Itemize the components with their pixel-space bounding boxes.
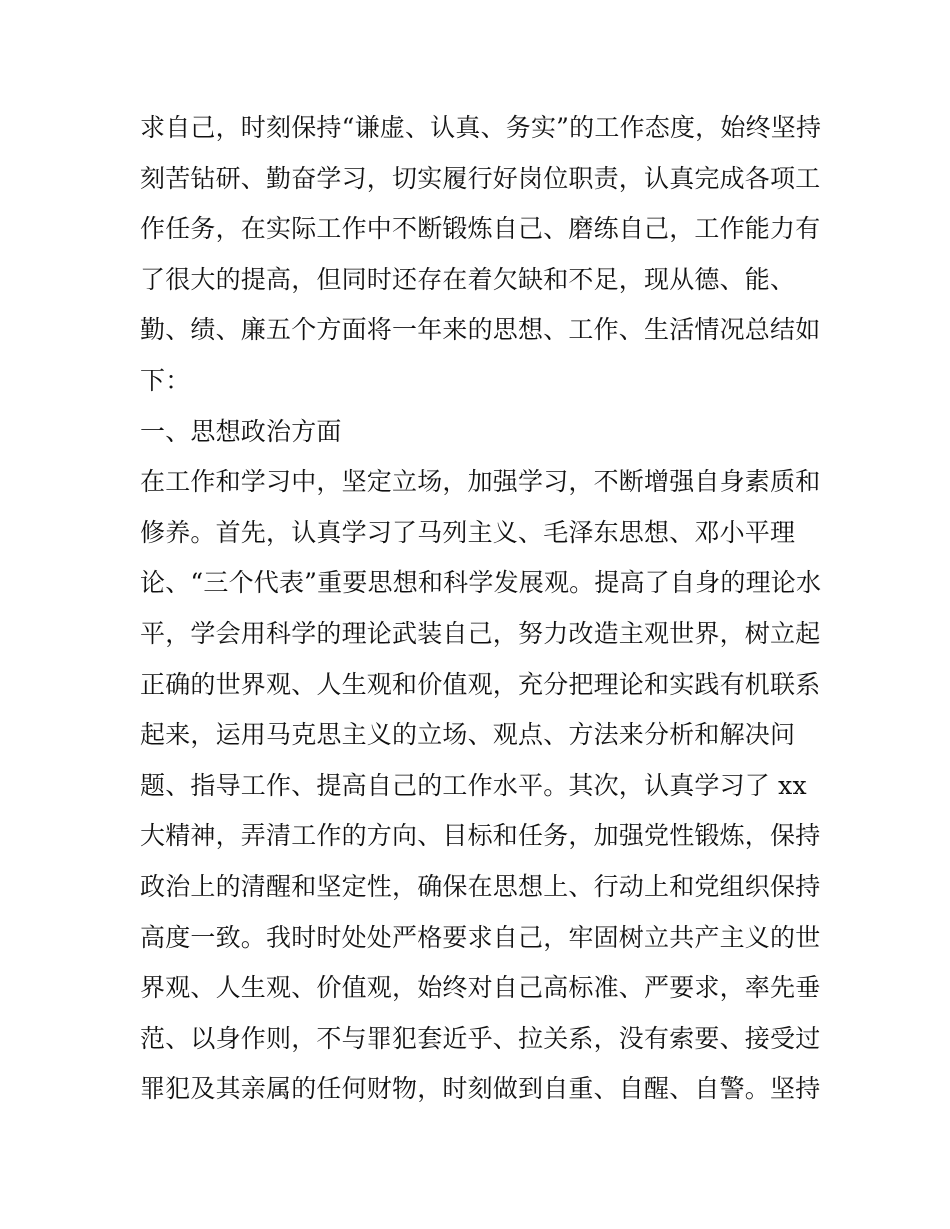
text-line: 勤、绩、廉五个方面将一年来的思想、工作、生活情况总结如 <box>140 315 821 345</box>
text-line: 大精神，弄清工作的方向、目标和任务，加强党性锻炼，保持 <box>140 821 821 851</box>
text-line: 作任务，在实际工作中不断锻炼自己、磨练自己，工作能力有 <box>140 214 821 244</box>
text-line: 界观、人生观、价值观，始终对自己高标准、严要求，率先垂 <box>140 973 821 1003</box>
text-line: 了很大的提高，但同时还存在着欠缺和不足，现从德、能、 <box>140 264 796 294</box>
text-line: 修养。首先，认真学习了马列主义、毛泽东思想、邓小平理 <box>140 517 796 547</box>
text-line: 在工作和学习中，坚定立场，加强学习，不断增强自身素质和 <box>140 467 821 497</box>
text-line: 求自己，时刻保持“谦虚、认真、务实”的工作态度，始终坚持 <box>140 113 822 142</box>
text-line: 高度一致。我时时处处严格要求自己，牢固树立共产主义的世 <box>140 922 821 952</box>
text-line: 刻苦钻研、勤奋学习，切实履行好岗位职责，认真完成各项工 <box>140 163 821 193</box>
text-line: 平，学会用科学的理论武装自己，努力改造主观世界，树立起 <box>140 618 821 648</box>
document-body <box>140 103 820 1115</box>
text-line: 题、指导工作、提高自己的工作水平。其次，认真学习了 xx <box>140 770 807 800</box>
section-heading: 一、思想政治方面 <box>140 416 342 446</box>
text-line: 政治上的清醒和坚定性，确保在思想上、行动上和党组织保持 <box>140 871 821 901</box>
text-line: 罪犯及其亲属的任何财物，时刻做到自重、自醒、自警。坚持 <box>140 1074 821 1104</box>
text-line: 起来，运用马克思主义的立场、观点、方法来分析和解决问 <box>140 720 796 750</box>
text-line: 正确的世界观、人生观和价值观，充分把理论和实践有机联系 <box>140 669 821 699</box>
text-line: 论、“三个代表”重要思想和科学发展观。提高了自身的理论水 <box>140 568 822 598</box>
text-line: 下： <box>140 365 191 395</box>
text-line: 范、以身作则，不与罪犯套近乎、拉关系，没有索要、接受过 <box>140 1023 821 1053</box>
